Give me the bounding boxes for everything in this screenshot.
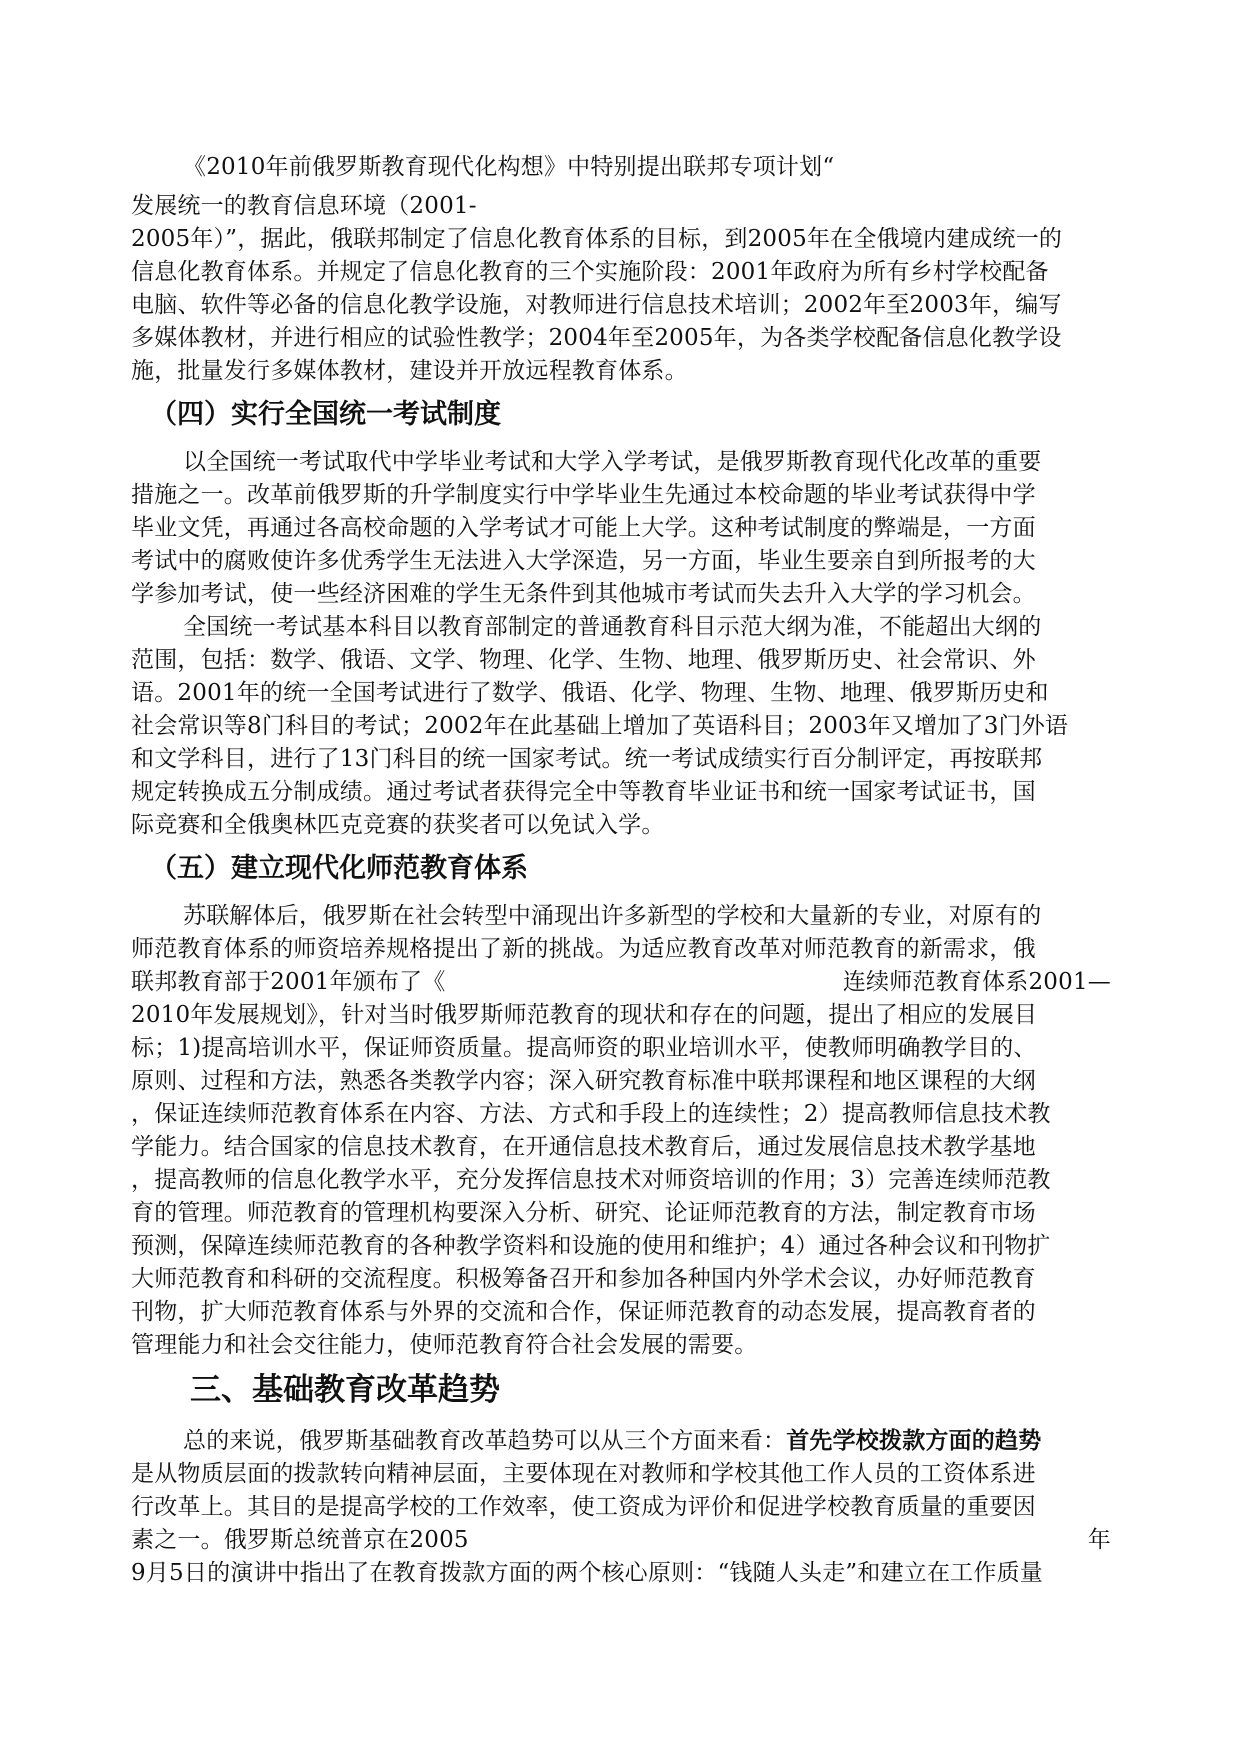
text-line: 范围，包括：数学、俄语、文学、物理、化学、生物、地理、俄罗斯历史、社会常识、外 <box>131 647 1036 673</box>
text-line: 刊物，扩大师范教育体系与外界的交流和合作，保证师范教育的动态发展，提高教育者的 <box>131 1299 1036 1325</box>
text-line <box>183 1424 1111 1458</box>
text-line: 管理能力和社会交往能力，使师范教育符合社会发展的需要。 <box>131 1332 758 1358</box>
text-fragment: 总的来说，俄罗斯基础教育改革趋势可以从三个方面来看： <box>183 1428 787 1454</box>
section-heading: （四）实行全国统一考试制度 <box>150 399 501 430</box>
text-line: 育的管理。师范教育的管理机构要深入分析、研究、论证师范教育的方法，制定教育市场 <box>131 1200 1036 1226</box>
text-line: 和文学科目，进行了13门科目的统一国家考试。统一考试成绩实行百分制评定，再按联邦 <box>131 746 1043 772</box>
text-line: 标；1)提高培训水平，保证师资质量。提高师资的职业培训水平，使教师明确教学目的、 <box>131 1035 1037 1061</box>
text-fragment: 联邦教育部于2001年颁布了《 <box>131 969 446 995</box>
emphasis-text: 首先学校拨款方面的趋势 <box>786 1428 1042 1454</box>
text-fragment: 素之一。俄罗斯总统普京在2005 <box>131 1527 469 1553</box>
text-line: 苏联解体后，俄罗斯在社会转型中涌现出许多新型的学校和大量新的专业，对原有的 <box>183 903 1042 929</box>
chapter-heading: 三、基础教育改革趋势 <box>190 1372 500 1408</box>
text-line: 语。2001年的统一全国考试进行了数学、俄语、化学、物理、生物、地理、俄罗斯历史和 <box>131 680 1049 706</box>
text-line: 以全国统一考试取代中学毕业考试和大学入学考试，是俄罗斯教育现代化改革的重要 <box>183 449 1042 475</box>
text-line: 9月5日的演讲中指出了在教育拨款方面的两个核心原则：“钱随人头走”和建立在工作质量 <box>131 1560 1043 1586</box>
text-line: 师范教育体系的师资培养规格提出了新的挑战。为适应教育改革对师范教育的新需求，俄 <box>131 936 1036 962</box>
text-line: 考试中的腐败使许多优秀学生无法进入大学深造，另一方面，毕业生要亲自到所报考的大 <box>131 548 1036 574</box>
text-line: 措施之一。改革前俄罗斯的升学制度实行中学毕业生先通过本校命题的毕业考试获得中学 <box>131 482 1036 508</box>
text-line: 发展统一的教育信息环境（2001- <box>131 193 477 219</box>
text-fragment: 年 <box>1087 1527 1111 1553</box>
text-line <box>131 1523 1111 1557</box>
text-line: 2010年发展规划》，针对当时俄罗斯师范教育的现状和存在的问题，提出了相应的发展目 <box>131 1002 1038 1028</box>
text-line: 原则、过程和方法，熟悉各类教学内容；深入研究教育标准中联邦课程和地区课程的大纲 <box>131 1068 1036 1094</box>
text-line: 学参加考试，使一些经济困难的学生无条件到其他城市考试而失去升入大学的学习机会。 <box>131 581 1036 607</box>
text-line: 毕业文凭，再通过各高校命题的入学考试才可能上大学。这种考试制度的弊端是，一方面 <box>131 515 1036 541</box>
text-line: 行改革上。其目的是提高学校的工作效率，使工资成为评价和促进学校教育质量的重要因 <box>131 1494 1036 1520</box>
text-line <box>131 965 1111 999</box>
text-line: ，保证连续师范教育体系在内容、方法、方式和手段上的连续性；2）提高教师信息技术教 <box>131 1101 1051 1127</box>
text-line: 是从物质层面的拨款转向精神层面，主要体现在对教师和学校其他工作人员的工资体系进 <box>131 1461 1036 1487</box>
text-line: 电脑、软件等必备的信息化教学设施，对教师进行信息技术培训；2002年至2003年，编写 <box>131 292 1062 318</box>
text-line: 社会常识等8门科目的考试；2002年在此基础上增加了英语科目；2003年又增加了3门外语 <box>131 713 1069 739</box>
text-line: 全国统一考试基本科目以教育部制定的普通教育科目示范大纲为准，不能超出大纲的 <box>183 614 1042 640</box>
text-line: 2005年）”，据此，俄联邦制定了信息化教育体系的目标，到2005年在全俄境内建成统一的 <box>131 226 1063 252</box>
text-line: ，提高教师的信息化教学水平，充分发挥信息技术对师资培训的作用；3）完善连续师范教 <box>131 1167 1051 1193</box>
text-line: 施，批量发行多媒体教材，建设并开放远程教育体系。 <box>131 358 688 384</box>
text-line: 学能力。结合国家的信息技术教育，在开通信息技术教育后，通过发展信息技术教学基地 <box>131 1134 1036 1160</box>
text-line: 大师范教育和科研的交流程度。积极筹备召开和参加各种国内外学术会议，办好师范教育 <box>131 1266 1036 1292</box>
text-line: 规定转换成五分制成绩。通过考试者获得完全中等教育毕业证书和统一国家考试证书，国 <box>131 779 1036 805</box>
text-line: 信息化教育体系。并规定了信息化教育的三个实施阶段：2001年政府为所有乡村学校配备 <box>131 259 1049 285</box>
section-heading: （五）建立现代化师范教育体系 <box>150 853 528 884</box>
text-fragment: 连续师范教育体系2001— <box>842 969 1111 995</box>
text-line: 《2010年前俄罗斯教育现代化构想》中特别提出联邦专项计划“ <box>183 154 835 180</box>
text-line: 预测，保障连续师范教育的各种教学资料和设施的使用和维护；4）通过各种会议和刊物扩 <box>131 1233 1051 1259</box>
text-line: 多媒体教材，并进行相应的试验性教学；2004年至2005年，为各类学校配备信息化教学设 <box>131 325 1062 351</box>
text-line: 际竞赛和全俄奥林匹克竞赛的获奖者可以免试入学。 <box>131 812 665 838</box>
